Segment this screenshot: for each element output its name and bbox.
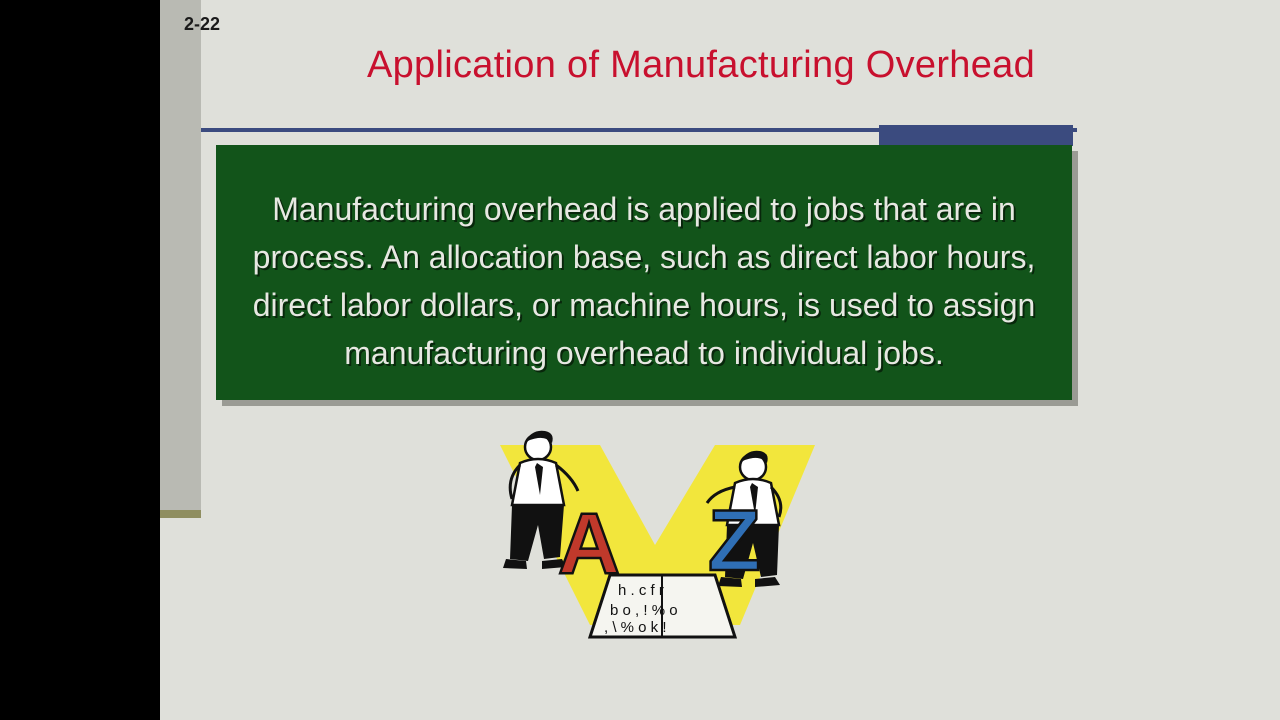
- svg-text:A: A: [558, 496, 621, 592]
- page-title: Application of Manufacturing Overhead: [366, 44, 1036, 86]
- svg-text:h . c f r: h . c f r: [618, 582, 664, 599]
- slide-number: 2-22: [184, 14, 221, 34]
- svg-text:Z: Z: [708, 493, 761, 589]
- content-box: [216, 145, 1072, 400]
- presentation-slide: [160, 0, 1280, 720]
- open-book-shape: [590, 575, 735, 637]
- left-decorative-band: [160, 0, 201, 510]
- clipart-svg: [490, 425, 850, 675]
- svg-text:, \ % o k !: , \ % o k !: [604, 619, 667, 636]
- svg-text:b o , ! % o: b o , ! % o: [610, 602, 678, 619]
- content-box-text: Manufacturing overhead is applied to jobs that are in process. An allocation base, such as direct labor hours, direct labor dollars, or machine hours, is used to assign manufacturing overhead to individual jobs.: [252, 190, 1036, 371]
- title-accent-block: [879, 125, 1073, 146]
- clipart-illustration: [490, 425, 850, 675]
- left-band-accent: [160, 510, 201, 518]
